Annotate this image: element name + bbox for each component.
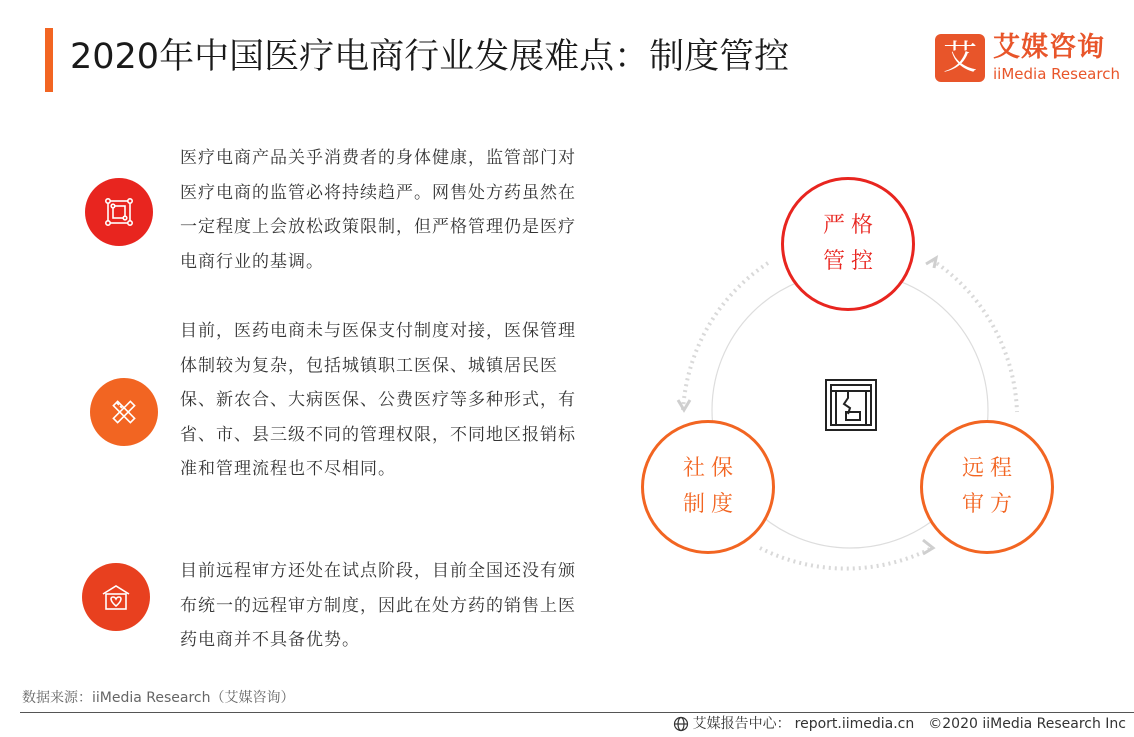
connector-top-left (683, 263, 768, 410)
footer-report-center: 艾媒报告中心： (692, 716, 791, 732)
data-source: 数据来源：iiMedia Research（艾媒咨询） (22, 690, 295, 706)
arrow-down-left (678, 400, 690, 410)
title-accent-bar (45, 28, 53, 92)
page-title: 2020年中国医疗电商行业发展难点：制度管控 (70, 37, 790, 77)
node-strict-control-line2: 管控 (822, 249, 879, 274)
node-remote-review (920, 420, 1054, 554)
node-remote-review-line1: 远程 (961, 456, 1018, 481)
node-social-security-line1: 社保 (682, 456, 739, 481)
connector-bottom (760, 548, 932, 569)
machine-icon (826, 380, 876, 430)
footer-copyright: ©2020 iiMedia Research Inc (928, 716, 1126, 732)
node-strict-control-line1: 严格 (822, 213, 879, 238)
pencil-ruler-icon (90, 378, 158, 446)
node-strict-control (781, 177, 915, 311)
brand-logo-english: iiMedia Research (993, 65, 1120, 83)
item-text-remote-prescription: 目前远程审方还处在试点阶段，目前全国还没有颁布统一的远程审方制度，因此在处方药的销售上医药电商并不具备优势。 (180, 561, 576, 650)
arrow-up-right (926, 258, 936, 268)
globe-icon (673, 716, 689, 732)
brand-logo-name: 艾媒咨询 (993, 32, 1105, 63)
connector-right-top (932, 260, 1017, 412)
item-text-medical-insurance: 目前，医药电商未与医保支付制度对接，医保管理体制较为复杂，包括城镇职工医保、城镇居民医保、新农合、大病医保、公费医疗等多种形式，有省、市、县三级不同的管理权限，不同地区报销标准和管理流程也不尽相同。 (180, 321, 576, 479)
item-text-strict-control: 医疗电商产品关乎消费者的身体健康，监管部门对医疗电商的监管必将持续趋严。网售处方药虽然在一定程度上会放松政策限制，但严格管理仍是医疗电商行业的基调。 (180, 148, 576, 272)
footer-url[interactable]: report.iimedia.cn (794, 716, 915, 732)
house-heart-icon (82, 563, 150, 631)
footer-info (673, 713, 1126, 735)
brand-logo-mark: 艾 (935, 34, 985, 82)
node-remote-review-line2: 审方 (961, 492, 1018, 517)
node-social-security-line2: 制度 (682, 492, 739, 517)
arrow-right-bottom (923, 540, 933, 554)
grid-nodes-icon (85, 178, 153, 246)
node-social-security (641, 420, 775, 554)
